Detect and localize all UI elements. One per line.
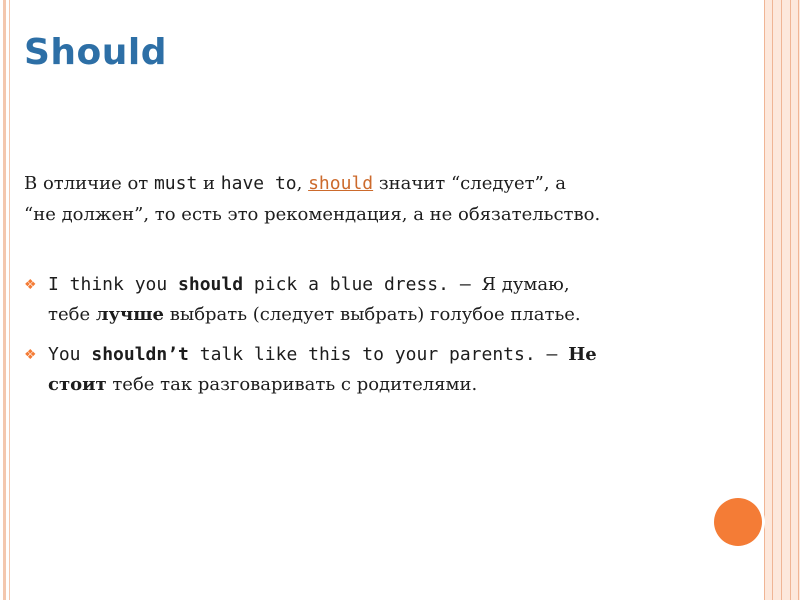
english-bold: shouldn’t <box>91 344 189 365</box>
russian-text: выбрать (следует выбрать) голубое платье. <box>164 304 581 325</box>
right-decorative-band <box>764 0 800 600</box>
intro-text: В отличие от <box>24 173 154 194</box>
example-line-2 <box>48 300 714 330</box>
intro-text: и <box>197 173 221 194</box>
russian-bold: Не <box>568 344 597 365</box>
decor-line <box>781 0 782 600</box>
english-text: You <box>48 344 92 365</box>
russian-bold: стоит <box>48 374 107 395</box>
intro-line-2: “не должен”, то есть это рекомендация, а не обязательство. <box>24 204 601 225</box>
example-line-2 <box>48 370 714 400</box>
left-border-line-inner <box>9 0 10 600</box>
decor-line <box>798 0 799 600</box>
term-must: must <box>153 173 198 194</box>
decor-line <box>764 0 765 600</box>
intro-text: значит “следует”, а <box>373 173 567 194</box>
english-text: I think you <box>48 274 179 295</box>
decor-line <box>790 0 791 600</box>
term-have-to: have to <box>220 173 297 194</box>
russian-text: тебе так разговаривать с родителями. <box>106 374 478 395</box>
list-item <box>24 340 714 400</box>
english-bold: should <box>178 274 244 295</box>
russian-bold: лучше <box>95 304 165 325</box>
intro-paragraph <box>24 168 724 230</box>
intro-text: , <box>296 173 309 194</box>
should-link[interactable]: should <box>308 173 374 194</box>
decor-line <box>772 0 773 600</box>
russian-text: тебе <box>48 304 96 325</box>
intro-line-1 <box>24 168 724 199</box>
list-item <box>24 270 714 330</box>
bullet-marker-icon: ❖ <box>24 347 37 363</box>
example-line-1 <box>48 340 714 370</box>
slide-title: Should <box>24 32 168 73</box>
bullet-marker-icon: ❖ <box>24 277 37 293</box>
decorative-circle <box>714 498 762 546</box>
example-line-1 <box>48 270 714 300</box>
russian-text: Я думаю, <box>481 274 570 295</box>
left-border-line <box>3 0 6 600</box>
english-text: pick a blue dress. – <box>243 274 482 295</box>
english-text: talk like this to your parents. – <box>188 344 569 365</box>
example-list <box>24 270 714 410</box>
